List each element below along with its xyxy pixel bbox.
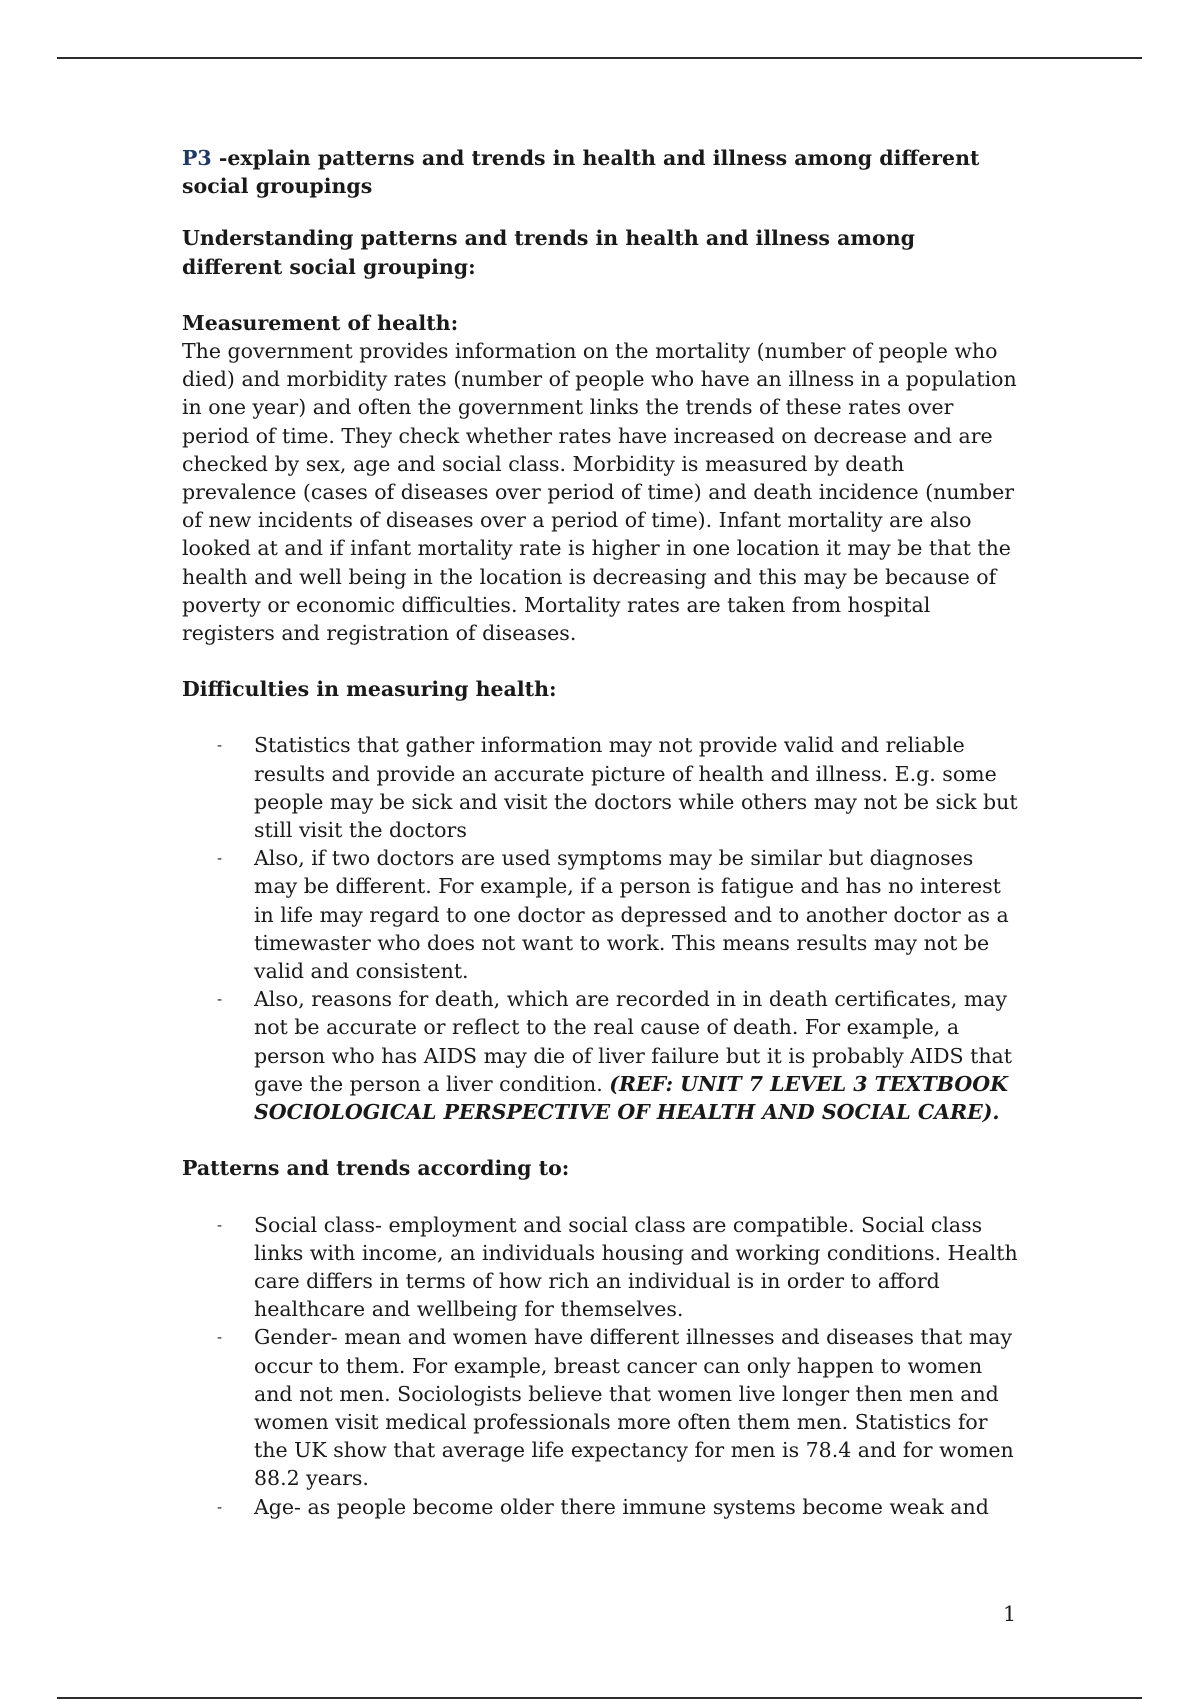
measurement-heading: Measurement of health: xyxy=(182,310,459,335)
reference-citation: (REF: UNIT 7 LEVEL 3 TEXTBOOK SOCIOLOGICAL PERSPECTIVE OF HEALTH AND SOCIAL CARE). xyxy=(254,1071,1008,1125)
footer-rule xyxy=(57,1697,1142,1699)
patterns-list xyxy=(182,1211,1022,1521)
list-item-text: Social class- employment and social class are compatible. Social class links with income, an individuals housing and working conditions. Health care differs in terms of how rich an individual is in order to afford healthcare and wellbeing for themselves. xyxy=(254,1212,1018,1322)
list-item xyxy=(182,985,1022,1126)
list-item-text: Statistics that gather information may not provide valid and reliable results and provide an accurate picture of health and illness. E.g. some people may be sick and visit the doctors while others may not be sick but still visit the doctors xyxy=(254,733,1018,843)
list-item xyxy=(182,1493,1022,1521)
patterns-heading: Patterns and trends according to: xyxy=(182,1156,570,1181)
list-item xyxy=(182,844,1022,985)
list-item-text: Age- as people become older there immune systems become weak and xyxy=(254,1494,989,1519)
bullet-dash: - xyxy=(217,736,223,755)
page-title xyxy=(182,144,1022,200)
document-body xyxy=(182,144,1022,1521)
difficulties-heading: Difficulties in measuring health: xyxy=(182,677,557,702)
title-prefix: P3 xyxy=(182,146,212,170)
bullet-dash: - xyxy=(217,1328,223,1347)
bullet-dash: - xyxy=(217,1497,223,1516)
bullet-dash: - xyxy=(217,849,223,868)
list-item xyxy=(182,1323,1022,1492)
subtitle: Understanding patterns and trends in health and illness among different social grouping: xyxy=(182,226,915,279)
bullet-dash: - xyxy=(217,990,223,1009)
measurement-paragraph: The government provides information on the mortality (number of people who died) and morbidity rates (number of people who have an illness in a population in one year) and often the government links the trends of these rates over period of time. They check whether rates have increased on decrease and are checked by sex, age and social class. Morbidity is measured by death prevalence (cases of diseases over period of time) and death incidence (number of new incidents of diseases over a period of time). Infant mortality are also looked at and if infant mortality rate is higher in one location it may be that the health and well being in the location is decreasing and this may be because of poverty or economic difficulties. Mortality rates are taken from hospital registers and registration of diseases. xyxy=(182,339,1017,646)
list-item xyxy=(182,731,1022,844)
header-rule xyxy=(57,57,1142,59)
list-item-text: Gender- mean and women have different illnesses and diseases that may occur to them. For example, breast cancer can only happen to women and not men. Sociologists believe that women live longer then men and women visit medical professionals more often them men. Statistics for the UK show that average life expectancy for men is 78.4 and for women 88.2 years. xyxy=(254,1325,1014,1491)
list-item xyxy=(182,1211,1022,1324)
list-item-text: Also, reasons for death, which are recorded in in death certificates, may not be accurate or reflect to the real cause of death. For example, a person who has AIDS may die of liver failure but it is probably AIDS that gave the person a liver condition. xyxy=(254,987,1013,1096)
page-number: 1 xyxy=(1003,1602,1017,1626)
bullet-dash: - xyxy=(217,1215,223,1234)
list-item-text: Also, if two doctors are used symptoms may be similar but diagnoses may be different. For example, if a person is fatigue and has no interest in life may regard to one doctor as depressed and to another doctor as a timewaster who does not want to work. This means results may not be valid and consistent. xyxy=(254,846,1009,984)
difficulties-list xyxy=(182,731,1022,1126)
title-text: -explain patterns and trends in health and illness among different social groupings xyxy=(182,146,980,199)
